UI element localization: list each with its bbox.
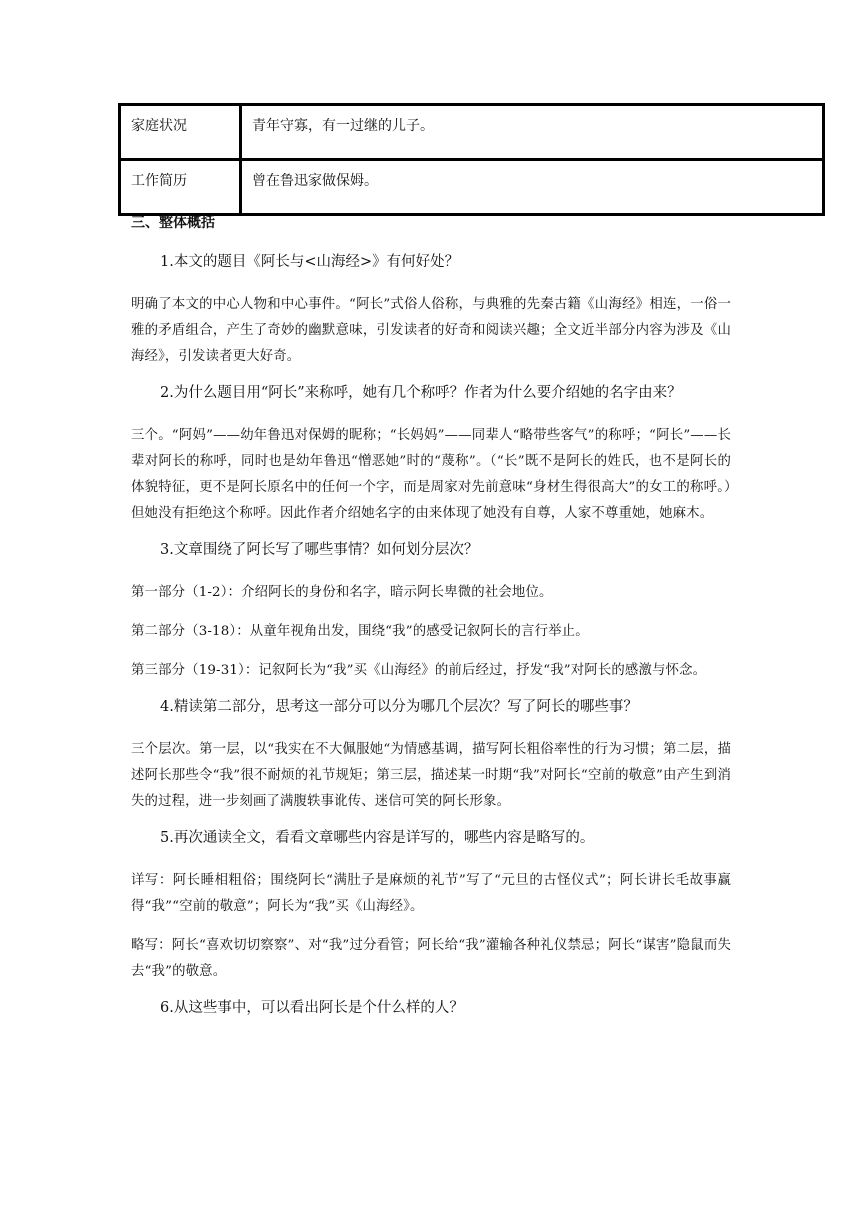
table-label-family: 家庭状况 [120,105,241,160]
answer-3-part-2: 第二部分（3-18）：从童年视角出发，围绕“我”的感受记叙阿长的言行举止。 [131,624,589,639]
table-label-work: 工作简历 [120,160,241,215]
answer-3-part-1: 第一部分（1-2）：介绍阿长的身份和名字，暗示阿长卑微的社会地位。 [131,585,553,600]
answer-5-detailed: 详写：阿长睡相粗俗；围绕阿长“满肚子是麻烦的礼节”写了“元旦的古怪仪式”；阿长讲长毛故事赢得“我”“空前的敬意”；阿长为“我”买《山海经》。 [131,873,731,914]
answer-5-brief: 略写：阿长“喜欢切切察察”、对“我”过分看管；阿长给“我”灌输各种礼仪禁忌；阿长“谋害”隐鼠而失去“我”的敬意。 [131,938,731,979]
question-3: 3.文章围绕了阿长写了哪些事情？如何划分层次？ [160,542,479,558]
question-5: 5.再次通读全文，看看文章哪些内容是详写的，哪些内容是略写的。 [160,830,595,846]
answer-2: 三个。“阿妈”——幼年鲁迅对保姆的昵称；“长妈妈”——同辈人“略带些客气”的称呼；“阿长”——长辈对阿长的称呼，同时也是幼年鲁迅“憎恶她”时的“蔑称”。（“长”既不是阿长的姓氏，也不是阿长的体貌特征，更不是阿长原名中的任何一个字，而是周家对先前意味“身材生得很高大”的女工的称呼。）但她没有拒绝这个称呼。因此作者介绍她名字的由来体现了她没有自尊，人家不尊重她，她麻木。 [131,428,731,521]
info-table [118,103,825,216]
question-6: 6.从这些事中，可以看出阿长是个什么样的人？ [160,1000,464,1016]
answer-3-part-3: 第三部分（19-31）：记叙阿长为“我”买《山海经》的前后经过，抒发“我”对阿长的感激与怀念。 [131,663,707,678]
table-value-family: 青年守寡，有一过继的儿子。 [241,105,824,160]
question-4: 4.精读第二部分，思考这一部分可以分为哪几个层次？写了阿长的哪些事？ [160,699,638,715]
table-value-work: 曾在鲁迅家做保姆。 [241,160,824,215]
section-title: 三、整体概括 [131,215,215,231]
table-row [120,105,824,160]
question-2: 2.为什么题目用“阿长”来称呼，她有几个称呼？作者为什么要介绍她的名字由来？ [160,385,682,401]
answer-1: 明确了本文的中心人物和中心事件。“阿长”式俗人俗称，与典雅的先秦古籍《山海经》相连，一俗一雅的矛盾组合，产生了奇妙的幽默意味，引发读者的好奇和阅读兴趣；全文近半部分内容为涉及《山海经》，引发读者更大好奇。 [131,297,731,364]
main-content [131,213,731,1038]
table-row [120,160,824,215]
question-1: 1.本文的题目《阿长与<山海经>》有何好处？ [160,254,460,270]
answer-4: 三个层次。第一层，以“我实在不大佩服她“为情感基调，描写阿长粗俗率性的行为习惯；第二层，描述阿长那些令“我”很不耐烦的礼节规矩；第三层，描述某一时期“我”对阿长“空前的敬意”由产生到消失的过程，进一步刻画了满腹轶事讹传、迷信可笑的阿长形象。 [131,742,731,809]
